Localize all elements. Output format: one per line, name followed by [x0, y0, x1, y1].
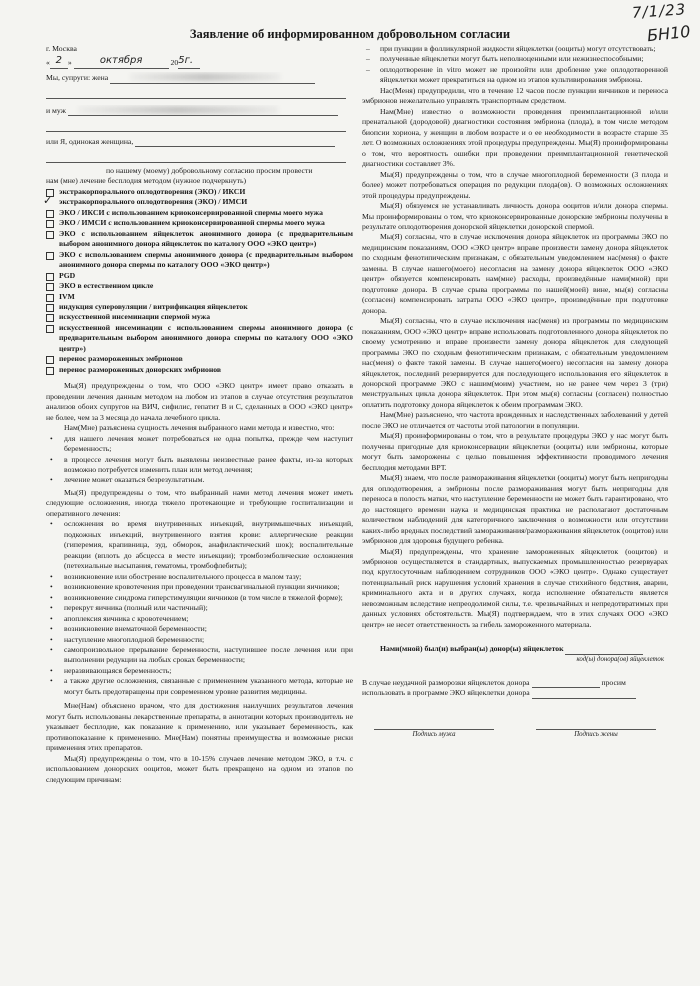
bullet-marker: • [50, 644, 53, 654]
failed-thaw-line-1 [362, 678, 668, 688]
bullet-text: неразвивающаяся беременность; [64, 665, 172, 675]
bullet-marker: • [50, 592, 53, 602]
bullets-treatment [46, 434, 353, 486]
checkbox[interactable] [46, 273, 54, 281]
checkbox[interactable] [46, 314, 54, 322]
method-option[interactable] [46, 281, 353, 291]
checkbox[interactable] [46, 220, 54, 228]
wife-line-2 [46, 89, 353, 99]
method-option[interactable] [46, 292, 353, 302]
bullet-marker: • [50, 454, 53, 464]
method-option[interactable] [46, 218, 353, 228]
bullet-item [362, 65, 668, 86]
bullet-item [46, 676, 353, 697]
failed-thaw-request: просим [601, 677, 626, 687]
checkbox[interactable] [46, 356, 54, 364]
husband-signature-field[interactable] [374, 717, 494, 730]
date-quote-close: » [67, 58, 72, 68]
bullet-item [46, 635, 353, 645]
bullet-marker: – [366, 44, 370, 53]
bullet-text: лечение может оказаться безрезультатным. [64, 475, 205, 485]
husband-signature-caption: Подпись мужа [412, 730, 456, 738]
husband-label: и муж [46, 106, 66, 115]
bullet-item [362, 44, 668, 54]
bullets-complications [46, 519, 353, 697]
bullet-marker: • [50, 475, 53, 485]
redacted-husband-name [78, 106, 278, 114]
document-title: Заявление об информированном добровольном согласии [189, 27, 511, 41]
date-quote-open: « [46, 58, 50, 68]
handwritten-number: 7/1/23 [631, 0, 687, 22]
checkbox[interactable] [46, 252, 54, 260]
bullet-marker: • [50, 613, 53, 623]
para-diagnostics: Нам(Мне) известно о возможности проведения преимплантационной и/или пренатальной (дородовой) диагностики состояния эмбриона (плода), в том числе методом биопсии хориона, у женщин в любом возрасте и о ее необходимости в возрасте старше 35 лет. О возможных осложнениях этой процедуры предупреждены. Мы(Я) проинформированы о том, что вероятность ошибки при проведении преимплантационной генетической диагностики составляет 3%. [362, 106, 669, 169]
bullet-text: при пункции в фолликулярной жидкости яйцеклетки (ооциты) могут отсутствовать; [380, 44, 656, 53]
checkbox[interactable] [46, 304, 54, 312]
bullet-item [46, 603, 353, 613]
request-line-1: по нашему (моему) добровольному согласию просим провести [106, 165, 313, 175]
single-line [46, 137, 353, 147]
husband-line-2 [46, 121, 353, 131]
method-option-label: перенос размороженных эмбрионов [59, 354, 183, 364]
husband-signature [374, 717, 494, 739]
method-option-label: искусственной инсеминации с использованием спермы анонимного донора (с предварительным выбором анонимного донора спермы по каталогу ООО «ЭКО центр») [59, 322, 353, 353]
para-complications: Мы(Я) предупреждены о том, что выбранный нами метод лечения может иметь следующие осложнения, иногда тяжело протекающие и требующие госпитализации и оперативного лечения: [46, 487, 353, 518]
checkbox[interactable] [46, 367, 54, 375]
checkbox[interactable] [46, 231, 54, 239]
method-option[interactable] [46, 354, 353, 364]
husband-line [46, 105, 353, 116]
bullet-item [46, 519, 353, 571]
bullet-item [46, 666, 353, 676]
method-option[interactable] [46, 271, 353, 281]
method-option-label: ЭКО / ИМСИ с использованием криоконсервированной спермы моего мужа [59, 218, 325, 228]
method-option-label: экстракорпорального оплодотворения (ЭКО) / ИМСИ [59, 197, 248, 207]
bullet-text: возникновение кровотечения при проведении трансвагинальной пункции яичников; [64, 582, 340, 592]
method-option[interactable] [46, 323, 353, 354]
method-option[interactable] [46, 229, 353, 250]
bullet-text: возникновение синдрома гиперстимуляции яичников (в том числе в тяжелой форме); [64, 592, 343, 602]
para-donor-identity: Мы(Я) обязуемся не устанавливать личность донора ооцитов и/или донора спермы. Мы проинформированы о том, что криоконсервированные донорские эмбрионы получены в результате оплодотворения донорской яйцеклетки донорской спермой. [362, 201, 668, 231]
right-column [362, 44, 668, 739]
bullet-item [46, 614, 353, 624]
method-option-label: искусственной инсеминации спермой мужа [59, 312, 211, 322]
bullet-item [46, 475, 353, 485]
method-option-label: индукция суперовуляции / витрификация яйцеклеток [59, 301, 248, 311]
bullet-marker: • [50, 603, 53, 613]
wife-signature [536, 717, 656, 739]
wife-name-field-2[interactable] [46, 98, 346, 99]
bullet-text: самопроизвольное прерывание беременности, наступившее после лечения или при выполнении редукции на любых сроках беременности; [64, 644, 353, 665]
method-option-label: IVM [59, 291, 75, 301]
para-stop-reasons: Мы(Я) предупреждены о том, что в 10-15% случаев лечение методом ЭКО, в т.ч. с использованием донорских ооцитов, может быть прекращено на одном из этапов по следующим причинам: [46, 753, 353, 784]
single-woman-label: или Я, одинокая женщина, [46, 136, 134, 146]
bullet-text: а также другие осложнения, связанные с применением указанного метода, которые не могут быть предотвращены при современном уровне развития медицины. [64, 676, 353, 696]
spouses-label: Мы, супруги: жена [46, 73, 109, 83]
para-storage: Мы(Я) предупреждены, что хранение замороженных яйцеклеток (ооцитов) и эмбрионов осуществляется в стандартных, выпускаемых промышленностью резервуарах под круглосуточным наблюдением сотрудников ООО «ЭКО центр». Однако существует потенциальный риск нарушения условий хранения в случае стихийного бедствия, аварии, криминального акта и в других случаях, когда исполнение обязательств является невозможным вследствие непреодолимой силы, т.е. чрезвычайных и непредотвратимых при данных условиях обстоятельств. Мы(Я) подтверждаем, что в этих случаях ООО «ЭКО центр» не несет ответственность за гибель замороженного материала. [362, 546, 668, 629]
bullet-item [46, 572, 353, 582]
bullet-item [362, 54, 668, 64]
wife-signature-field[interactable] [536, 717, 656, 730]
failed-thaw-use-text: использовать в программе ЭКО яйцеклетки донора [362, 688, 530, 698]
method-option[interactable] [46, 197, 353, 207]
bullet-item [46, 624, 353, 634]
method-option-label: ЭКО с использованием яйцеклеток анонимного донора (с предварительным выбором анонимного донора яйцеклеток по каталогу ООО «ЭКО центр») [59, 228, 353, 249]
para-thaw: Мы(Я) знаем, что после размораживания яйцеклетки (ооциты) могут быть непригодны для оплодотворения, а эмбрионы после размораживания могут быть непригодны для переноса в полость матки, что наступление беременности не может быть гарантировано, что до настоящего времени наука и медицинская практика не располагают достаточным количеством наблюдений для категоричного заключения о возможности или отсутствии каких-либо вредных последствий замораживания/размораживания яйцеклеток (ооцитов) или эмбрионов для здоровья будущего ребенка. [362, 473, 668, 546]
handwritten-code: БН10 [645, 21, 691, 46]
method-option[interactable] [46, 365, 353, 375]
left-column [46, 44, 353, 785]
bullet-item [46, 434, 353, 455]
city-label: г. Москва [46, 44, 77, 53]
bullet-text: в процессе лечения могут быть выявлены неизвестные ранее факты, из-за которых возможно потребуется изменить план или метод лечения; [64, 454, 353, 474]
date-day-field[interactable]: 2 [50, 54, 68, 69]
para-driving: Нас(Меня) предупредили, что в течение 12 часов после пункции яичников и переноса эмбрионов нежелательно управлять транспортным средством. [362, 85, 668, 106]
bullet-text: для нашего лечения может потребоваться не одна попытка, прежде чем наступит беременность; [64, 433, 353, 454]
single-woman-field[interactable] [135, 146, 335, 147]
bullet-item [46, 455, 353, 476]
signatures [362, 717, 668, 739]
blank-line [46, 152, 353, 162]
bullet-marker: • [50, 519, 53, 529]
bullet-marker: • [50, 676, 53, 686]
husband-name-field[interactable] [68, 105, 338, 116]
checkbox[interactable] [46, 294, 54, 302]
date-year-field[interactable]: 5г. [178, 54, 200, 69]
method-option-label: PGD [59, 270, 76, 280]
bullet-item [46, 582, 353, 592]
bullet-text: возникновение или обострение воспалительного процесса в малом тазу; [64, 571, 302, 581]
husband-name-field-2[interactable] [46, 131, 346, 132]
bullet-item [46, 645, 353, 666]
request-line-2: нам (мне) лечение бесплодия методом (нужное подчеркнуть) [46, 176, 247, 186]
checkbox[interactable] [46, 283, 54, 291]
para-reduction: Мы(Я) предупреждены о том, что в случае многоплодной беременности (3 плода и более) может потребоваться операция по редукции плода(ов). О возможных осложнениях этой процедуры предупреждены. [362, 169, 668, 200]
para-hiv-tests: Мы(Я) предупреждены о том, что ООО «ЭКО центр» имеет право отказать в проведении лечения данным методом на любом из этапов в случае отсутствия результатов анализов обоих супругов на ВИЧ, сифилис, гепатит В и С, сделанных в ООО «ЭКО центр» не более, чем за 3 месяца до начала лечебного цикла. [46, 381, 353, 422]
donor-label: Нами(мной) был(и) выбран(ы) донор(ы) яйцеклеток [380, 644, 564, 654]
wife-line [46, 72, 353, 83]
method-option[interactable] [46, 208, 353, 218]
failed-thaw-line-2 [362, 688, 668, 698]
checkbox[interactable] [46, 325, 54, 333]
checkbox[interactable] [46, 210, 54, 218]
para-exclusion: Мы(Я) согласны, что в случае исключения нас(меня) из программы по медицинским показаниям, ООО «ЭКО центр» вправе использовать подготовленного донора яйцеклеток по своему усмотрению и вправе произвести замену донора яйцеклеток для следующей программы ЭКО по сходным фенотипическим признакам, с обязательным уведомлением нас(меня) о факте такой замены. В случае нашего(моего) несогласия на замену донора яйцеклеток, последний резервируется для последующего использования его яйцеклеток в донорской программе ЭКО с нашим(моим) участием, но не ранее чем через 3 (три) менструальных цикла донора яйцеклеток. При этом мы(я) согласны (согласен) полностью оплатить подготовку донора яйцеклеток к обеим программам ЭКО. [362, 316, 668, 409]
bullet-item [46, 593, 353, 603]
para-cryo: Мы(Я) проинформированы о том, что в результате процедуры ЭКО у нас могут быть получены пригодные для криоконсервации яйцеклетки (ооциты) или эмбрионы, которые могут быть заморожены с целью повышения эффективности проводимого лечения бесплодия методами ВРТ. [362, 431, 668, 472]
bullet-text: возникновение внематочной беременности; [64, 624, 207, 634]
wife-name-field[interactable] [110, 72, 315, 83]
bullet-marker: – [366, 54, 370, 64]
method-options [46, 187, 353, 375]
year-prefix: 20 [170, 58, 179, 68]
city-line [46, 44, 353, 54]
para-medications: Мне(Нам) объяснено врачом, что для достижения наилучших результатов лечения могут быть использованы лекарственные препараты, в аннотации которых производитель не указывает бесплодие, как показание к применению, или указывает беременность, как противопоказание к применению. Мне(Нам) понятны преимущества и возможные риски применения этих препаратов. [46, 701, 353, 753]
checkbox[interactable] [46, 199, 54, 207]
bullets-stop-reasons [362, 44, 668, 86]
method-option[interactable] [46, 312, 353, 322]
donor-code-caption: код(ы) донора(ов) яйцеклеток [576, 655, 664, 663]
method-option-label: ЭКО с использованием спермы анонимного донора (с предварительным выбором анонимного донора спермы по каталогу ООО «ЭКО центр») [59, 249, 353, 270]
bullet-marker: • [50, 433, 53, 443]
para-hereditary: Нам(Мне) разъяснено, что частота врожденных и наследственных заболеваний у детей после ЭКО не отличается от частоты этой патологии в популяции. [362, 410, 668, 430]
bullet-text: перекрут яичника (полный или частичный); [64, 603, 208, 613]
method-option-label: ЭКО в естественном цикле [59, 281, 154, 291]
bullet-marker: – [366, 64, 370, 74]
method-option[interactable] [46, 250, 353, 271]
method-option[interactable] [46, 187, 353, 197]
method-option-label: перенос размороженных донорских эмбрионов [59, 364, 222, 374]
para-essence: Нам(Мне) разъяснена сущность лечения выбранного нами метода и известно, что: [64, 423, 335, 433]
bullet-text: апоплексия яичника с кровотечением; [64, 613, 189, 623]
bullet-marker: • [50, 665, 53, 675]
redacted-wife-name [130, 73, 280, 81]
bullet-text: полученные яйцеклетки могут быть неполноценными или нежизнеспособными; [380, 54, 644, 64]
donor-line [362, 644, 668, 654]
bullet-marker: • [50, 582, 53, 592]
bullet-text: наступление многоплодной беременности; [64, 634, 205, 644]
extra-field[interactable] [46, 162, 346, 163]
method-option[interactable] [46, 302, 353, 312]
bullet-marker: • [50, 624, 53, 634]
bullet-text: осложнения во время внутривенных инъекций, внутримышечных инъекций, подкожных инъекций, внутривенного взятия крови: аллергические реакции (гиперемия, крапивница, зуд, обморок, анафилактический шок); воспалительные реакции (вплоть до абсцесса в месте инъекции); тромбоэмболические осложнения (петехиальные высыпания, гематомы, тромбофлебиты); [64, 519, 353, 571]
bullet-marker: • [50, 634, 53, 644]
method-option-label: экстракорпорального оплодотворения (ЭКО) / ИКСИ [59, 186, 246, 196]
bullet-text: оплодотворение in vitro может не произойти или дробление уже оплодотворенной яйцеклетки может прекратиться на одном из этапов культивирования эмбриона. [380, 64, 668, 85]
para-donor-replacement: Мы(Я) согласны, что в случае исключения донора яйцеклеток из программы ЭКО по медицинским показаниям, ООО «ЭКО центр» вправе произвести замену донора яйцеклеток по сходным фенотипическим признакам, с обязательным уведомлением нас(меня) о факте замены. В случае нашего(моего) несогласия на замену донора яйцеклеток ООО «ЭКО центр» обязуется компенсировать нам(мне) расходы, произведённые нами(мной) при подготовке донора. В случае срыва программы по нашей(моей) вине, мы(я) согласны (согласен) компенсировать затраты ООО «ЭКО центр», произведённые при подготовке донора. [362, 232, 668, 315]
bullet-marker: • [50, 571, 53, 581]
date-line [46, 54, 353, 69]
replacement-donor-field[interactable] [532, 698, 636, 699]
failed-thaw-text: В случае неудачной разморозки яйцеклеток донора [362, 677, 530, 687]
date-month-field[interactable]: октября [74, 54, 169, 69]
method-option-label: ЭКО / ИКСИ с использованием криоконсервированной спермы моего мужа [59, 207, 323, 217]
wife-signature-caption: Подпись жены [574, 730, 618, 738]
